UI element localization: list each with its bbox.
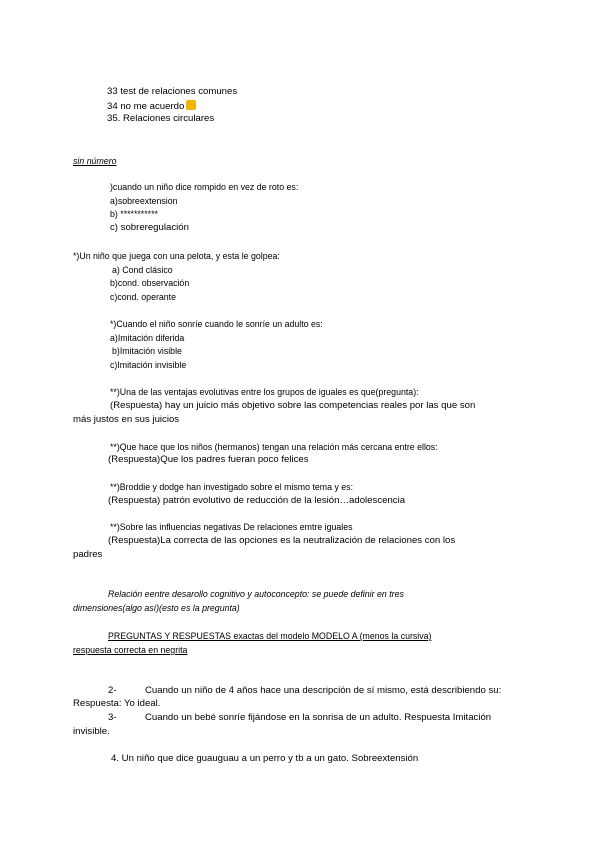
model-a-item-continuation: invisible. <box>73 726 110 737</box>
q5-answer: (Respuesta)Que los padres fueran poco felices <box>108 454 309 465</box>
section-header-line1: PREGUNTAS Y RESPUESTAS exactas del modelo MODELO A (menos la cursiva) <box>108 631 432 641</box>
list-item-34-text: 34 no me acuerdo <box>107 101 185 112</box>
q7-answer-line2: padres <box>73 549 103 560</box>
q1-question: )cuando un niño dice rompido en vez de roto es: <box>110 182 299 192</box>
q3-question: *)Cuando el niño sonríe cuando le sonríe un adulto es: <box>110 319 323 329</box>
model-a-item-number: 3- <box>108 712 117 723</box>
q2-option-c: c)cond. operante <box>110 292 177 302</box>
model-a-item-text: Cuando un bebé sonríe fijándose en la sonrisa de un adulto. Respuesta Imitación <box>145 712 492 723</box>
italic-note-line1: Relación eentre desarollo cognitivo y autoconcepto: se puede definir en tres <box>108 589 404 599</box>
q7-answer-line1: (Respuesta)La correcta de las opciones es la neutralización de relaciones con los <box>108 535 456 546</box>
q6-question: **)Broddie y dodge han investigado sobre el mismo tema y es: <box>110 482 354 492</box>
model-a-item-text: Cuando un niño de 4 años hace una descripción de sí mismo, está describiendo su: <box>145 685 502 696</box>
q7-question: **)Sobre las influencias negativas De relaciones emtre iguales <box>110 522 353 532</box>
section-label-sin-numero: sin número <box>73 156 117 166</box>
q1-option-a: a)sobreextension <box>110 196 178 206</box>
q3-option-c: c)Imitación invisible <box>110 360 187 370</box>
q2-option-a: a) Cond clásico <box>112 265 173 275</box>
section-header-line2: respuesta correcta en negrita <box>73 645 188 655</box>
q3-option-b: b)Imitación visible <box>112 346 182 356</box>
list-item-34 <box>107 100 196 113</box>
q1-option-b: b) *********** <box>110 209 158 219</box>
model-a-item-4: 4. Un niño que dice guauguau a un perro y tb a un gato. Sobreextensión <box>111 753 419 764</box>
model-a-item-number: 2- <box>108 685 117 696</box>
q4-question: **)Una de las ventajas evolutivas entre los grupos de iguales es que(pregunta): <box>110 387 419 397</box>
model-a-item-continuation: Respuesta: Yo ideal. <box>73 698 161 709</box>
q5-question: **)Que hace que los niños (hermanos) tengan una relación más cercana entre ellos: <box>110 442 438 452</box>
emoji-icon <box>186 100 196 110</box>
q3-option-a: a)Imitación diferida <box>110 333 185 343</box>
list-item-35: 35. Relaciones circulares <box>107 113 215 124</box>
list-item-33: 33 test de relaciones comunes <box>107 86 238 97</box>
italic-note-line2: dimensiones(algo así)(esto es la pregunta) <box>73 603 240 613</box>
q4-answer-line2: más justos en sus juicios <box>73 414 180 425</box>
q2-question: *)Un niño que juega con una pelota, y esta le golpea: <box>73 251 280 261</box>
q4-answer-line1: (Respuesta) hay un juicio más objetivo sobre las competencias reales por las que son <box>110 400 476 411</box>
q2-option-b: b)cond. observación <box>110 278 190 288</box>
q6-answer: (Respuesta) patrón evolutivo de reducción de la lesión…adolescencia <box>108 495 406 506</box>
q1-option-c: c) sobreregulación <box>110 222 189 233</box>
